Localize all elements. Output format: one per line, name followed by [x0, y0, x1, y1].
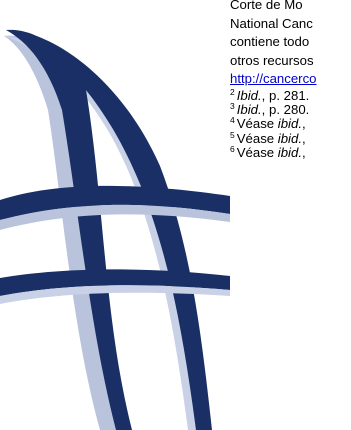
footnotes-column [230, 0, 351, 160]
footnote-page: , p. 281. [261, 87, 310, 103]
footnote-intro-line: contiene todo [230, 34, 310, 50]
footnote-marker: 6 [230, 143, 235, 154]
footnote-url-line [230, 70, 351, 89]
footnote-marker: 5 [230, 129, 235, 140]
footnote-ibid: Ibid. [236, 87, 262, 103]
footnote-vease: Véase [236, 144, 278, 160]
footnote-page: , p. 280. [261, 102, 310, 118]
footnote-comma: , [302, 144, 306, 160]
footnote-5 [230, 129, 351, 146]
footnote-6 [230, 143, 351, 160]
footnote-ibid: ibid. [277, 144, 302, 160]
footnote-marker: 2 [230, 86, 235, 97]
footnote-vease: Véase [236, 116, 278, 132]
cancer-url-link[interactable]: http://cancerco [230, 71, 317, 87]
footnote-comma: , [302, 116, 306, 132]
footnote-intro-line: Corte de Mo [230, 0, 303, 12]
footnote-4 [230, 117, 351, 131]
footnote-intro-line: otros recursos [230, 52, 314, 68]
footnote-comma: , [302, 130, 306, 146]
footnote-intro-line: National Canc [230, 15, 313, 31]
footnote-ibid: ibid. [277, 130, 302, 146]
footnote-vease: Véase [236, 130, 278, 146]
footnote-marker: 4 [230, 115, 235, 126]
footnote-marker: 3 [230, 101, 235, 112]
footnote-ibid: ibid. [277, 116, 302, 132]
footnote-ibid: Ibid. [236, 102, 262, 118]
